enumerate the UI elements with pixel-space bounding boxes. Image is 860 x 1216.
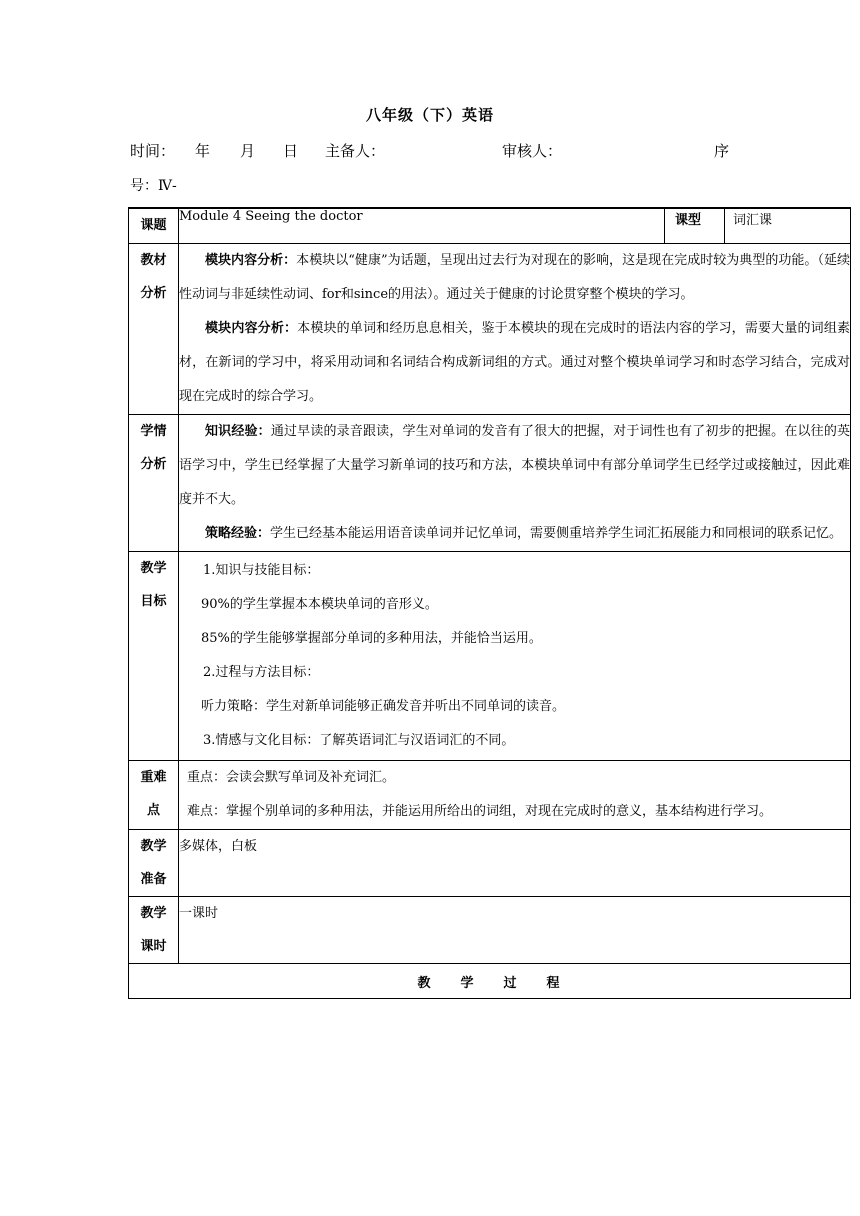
year-label: 年 [195, 142, 211, 160]
serial-label-part2: 号：Ⅳ- [130, 178, 177, 194]
material-paragraph-2 [179, 312, 850, 414]
key-points-row [129, 761, 851, 830]
prep-label-line1: 教学 [140, 839, 167, 854]
difficult-point-line: 难点：掌握个别单词的多种用法，并能运用所给出的词组，对现在完成时的意义，基本结构进行学习。 [187, 804, 773, 819]
key-points-label [129, 761, 179, 830]
teaching-prep-label [129, 830, 179, 897]
type-value: 词汇课 [725, 208, 851, 244]
serial-label-part1: 序 [714, 142, 730, 160]
day-label: 日 [283, 142, 299, 160]
topic-value: Module 4 Seeing the doctor [179, 208, 665, 244]
preparer-label: 主备人： [325, 142, 386, 160]
hours-label-line2: 课时 [140, 939, 167, 954]
learner-analysis-content [179, 415, 851, 552]
teaching-goals-row [129, 552, 851, 761]
key-label-line1: 重难 [140, 770, 167, 785]
class-hours-row [129, 897, 851, 964]
learner-p1-heading: 知识经验： [205, 424, 271, 439]
month-label: 月 [240, 142, 256, 160]
learner-analysis-label [129, 415, 179, 552]
goal-line: 85%的学生能够掌握部分单词的多种用法，并能恰当运用。 [201, 631, 542, 646]
goals-label-line2: 目标 [140, 594, 167, 609]
time-label: 时间： [130, 142, 176, 160]
class-hours-label [129, 897, 179, 964]
material-analysis-row [129, 244, 851, 415]
goal-line: 听力策略：学生对新单词能够正确发音并听出不同单词的读音。 [201, 699, 566, 714]
hours-label-line1: 教学 [140, 906, 167, 921]
learner-p2-text: 学生已经基本能运用语音读单词并记忆单词，需要侧重培养学生词汇拓展能力和同根词的联系记忆。 [270, 526, 843, 541]
reviewer-label: 审核人： [502, 142, 563, 160]
material-p2-heading: 模块内容分析： [205, 321, 298, 336]
learner-label-line2: 分析 [140, 457, 167, 472]
teaching-process-heading [129, 964, 851, 999]
learner-analysis-row [129, 415, 851, 552]
class-hours-value: 一课时 [179, 897, 851, 964]
material-p1-text: 本模块以“健康”为话题，呈现出过去行为对现在的影响，这是现在完成时较为典型的功能。（延续性动词与非延续性动词、for和since的用法）。通过关于健康的讨论贯穿整个模块的学习。 [179, 253, 850, 302]
teaching-goals-label [129, 552, 179, 761]
key-point-line: 重点：会读会默写单词及补充词汇。 [187, 770, 396, 785]
material-label-line2: 分析 [140, 286, 167, 301]
material-p2-text: 本模块的单词和经历息息相关，鉴于本模块的现在完成时的语法内容的学习，需要大量的词组素材，在新词的学习中，将采用动词和名词结合构成新词组的方式。通过对整个模块单词学习和时态学习结合，完成对现在完成时的综合学习。 [179, 321, 850, 404]
key-points-content [179, 761, 851, 830]
goal-line: 3.情感与文化目标：了解英语词汇与汉语词汇的不同。 [203, 733, 515, 748]
document-title: 八年级（下）英语 [365, 106, 494, 124]
teaching-prep-row [129, 830, 851, 897]
process-char: 学 [460, 975, 476, 991]
goals-label-line1: 教学 [140, 561, 167, 576]
learner-p1-text: 通过早读的录音跟读，学生对单词的发音有了很大的把握，对于词性也有了初步的把握。在以往的英语学习中，学生已经掌握了大量学习新单词的技巧和方法，本模块单词中有部分单词学生已经学过或接触过，因此难度并不大。 [179, 424, 850, 507]
type-label: 课型 [665, 208, 725, 244]
material-analysis-label [129, 244, 179, 415]
topic-row [129, 208, 851, 244]
material-analysis-content [179, 244, 851, 415]
prep-label-line2: 准备 [140, 872, 167, 887]
goal-line: 2.过程与方法目标： [203, 665, 320, 680]
material-label-line1: 教材 [140, 253, 167, 268]
material-p1-heading: 模块内容分析： [205, 253, 297, 268]
process-char: 教 [417, 975, 433, 991]
lesson-plan-table [128, 207, 851, 999]
learner-p2-heading: 策略经验： [205, 526, 271, 541]
process-char: 程 [546, 975, 562, 991]
topic-label: 课题 [129, 208, 179, 244]
teaching-process-row [129, 964, 851, 999]
key-label-line2: 点 [146, 803, 160, 818]
learner-paragraph-1 [179, 415, 850, 517]
teaching-goals-content [179, 552, 851, 761]
learner-paragraph-2 [179, 517, 850, 551]
teaching-prep-value: 多媒体，白板 [179, 830, 851, 897]
header-info-line [130, 140, 730, 160]
goal-line: 1.知识与技能目标： [203, 563, 320, 578]
goal-line: 90%的学生掌握本本模块单词的音形义。 [201, 597, 438, 612]
material-paragraph-1 [179, 244, 850, 312]
learner-label-line1: 学情 [140, 424, 167, 439]
process-char: 过 [503, 975, 519, 991]
